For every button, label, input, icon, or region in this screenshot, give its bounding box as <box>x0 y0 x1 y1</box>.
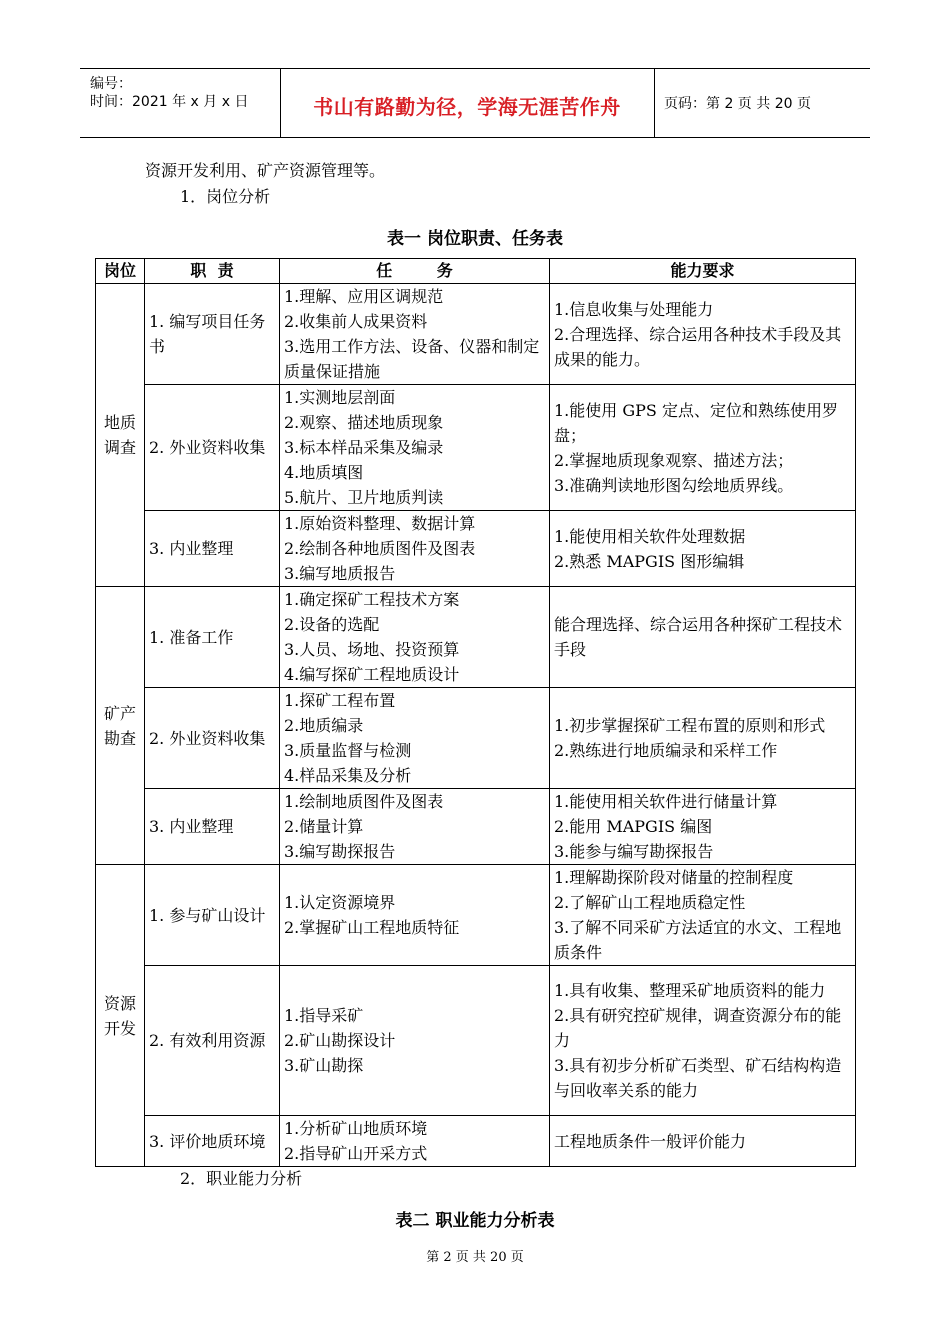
post-cell: 资源开发 <box>96 865 145 1167</box>
ability-item: 1.理解勘探阶段对储量的控制程度 <box>554 868 794 887</box>
task-item: 5.航片、卫片地质判读 <box>284 488 444 507</box>
abilities-cell <box>550 587 856 688</box>
task-item: 2.矿山勘探设计 <box>284 1031 396 1050</box>
duty-cell: 1. 参与矿山设计 <box>145 865 280 966</box>
abilities-cell <box>550 865 856 966</box>
tasks-cell <box>280 587 550 688</box>
ability-item: 1.能使用相关软件进行储量计算 <box>554 792 778 811</box>
section-heading-2: 2．职业能力分析 <box>180 1169 303 1188</box>
tasks-cell <box>280 966 550 1116</box>
task-item: 1.原始资料整理、数据计算 <box>284 514 476 533</box>
ability-item: 1.初步掌握探矿工程布置的原则和形式 <box>554 716 826 735</box>
task-item: 2.掌握矿山工程地质特征 <box>284 918 460 937</box>
ability-item: 1.能使用 GPS 定点、定位和熟练使用罗盘； <box>554 400 838 445</box>
table-row <box>96 789 856 865</box>
ability-item: 1.具有收集、整理采矿地质资料的能力 <box>554 981 826 1000</box>
page-footer: 第 2 页 共 20 页 <box>426 1250 524 1265</box>
duty-cell: 1. 编写项目任务书 <box>145 284 280 385</box>
duty-cell: 2. 有效利用资源 <box>145 966 280 1116</box>
task-item: 1.分析矿山地质环境 <box>284 1119 428 1138</box>
table-row <box>96 865 856 966</box>
number-label: 编号： <box>90 76 132 92</box>
table-row <box>96 284 856 385</box>
duty-cell: 3. 评价地质环境 <box>145 1116 280 1167</box>
table-row <box>96 587 856 688</box>
duty-cell: 1. 准备工作 <box>145 587 280 688</box>
task-item: 1.理解、应用区调规范 <box>284 287 444 306</box>
duty-cell: 2. 外业资料收集 <box>145 688 280 789</box>
table-row <box>96 385 856 511</box>
task-item: 1.认定资源境界 <box>284 893 396 912</box>
task-item: 2.收集前人成果资料 <box>284 312 428 331</box>
header-meta <box>90 75 248 111</box>
duty-cell: 3. 内业整理 <box>145 789 280 865</box>
header-abilities: 能力要求 <box>550 259 856 284</box>
ability-item: 1.信息收集与处理能力 <box>554 299 714 319</box>
tasks-cell <box>280 385 550 511</box>
intro-line: 资源开发利用、矿产资源管理等。 <box>145 161 386 180</box>
ability-item: 3.了解不同采矿方法适宜的水文、工程地质条件 <box>554 918 842 962</box>
task-item: 3.矿山勘探 <box>284 1056 364 1075</box>
task-item: 2.指导矿山开采方式 <box>284 1144 428 1163</box>
abilities-cell <box>550 688 856 789</box>
ability-item: 3.能参与编写勘探报告 <box>554 842 714 861</box>
task-item: 1.确定探矿工程技术方案 <box>284 590 460 609</box>
abilities-cell <box>550 789 856 865</box>
abilities-cell <box>550 385 856 511</box>
ability-item: 能合理选择、综合运用各种探矿工程技术手段 <box>554 615 843 659</box>
table-row <box>96 511 856 587</box>
duty-cell: 2. 外业资料收集 <box>145 385 280 511</box>
task-item: 3.质量监督与检测 <box>284 741 412 760</box>
time-label: 时间：2021 年 x 月 x 日 <box>90 94 249 110</box>
task-item: 1.绘制地质图件及图表 <box>284 792 444 811</box>
tasks-cell <box>280 284 550 385</box>
post-cell: 地质调查 <box>96 284 145 587</box>
task-item: 1.指导采矿 <box>284 1006 364 1025</box>
task-item: 3.选用工作方法、设备、仪器和制定质量保证措施 <box>284 337 540 381</box>
task-item: 4.编写探矿工程地质设计 <box>284 665 460 684</box>
table1-title: 表一 岗位职责、任务表 <box>387 229 563 249</box>
task-item: 4.地质填图 <box>284 463 364 482</box>
abilities-cell <box>550 966 856 1116</box>
task-item: 2.设备的选配 <box>284 615 380 634</box>
table-body <box>96 284 856 1167</box>
ability-item: 2.具有研究控矿规律，调查资源分布的能力 <box>554 1006 842 1050</box>
header-tasks: 任 务 <box>280 259 550 284</box>
task-item: 2.储量计算 <box>284 817 364 836</box>
header-page-info: 页码：第 2 页 共 20 页 <box>664 96 811 112</box>
tasks-cell <box>280 688 550 789</box>
task-item: 3.人员、场地、投资预算 <box>284 640 460 659</box>
task-item: 3.编写勘探报告 <box>284 842 396 861</box>
tasks-cell <box>280 865 550 966</box>
ability-item: 2.熟悉 MAPGIS 图形编辑 <box>554 551 745 571</box>
post-cell: 矿产勘查 <box>96 587 145 865</box>
tasks-cell <box>280 1116 550 1167</box>
duty-cell: 3. 内业整理 <box>145 511 280 587</box>
table-row <box>96 966 856 1116</box>
task-item: 2.观察、描述地质现象 <box>284 413 444 432</box>
task-item: 4.样品采集及分析 <box>284 766 412 785</box>
table-row <box>96 688 856 789</box>
page-header <box>80 68 870 138</box>
task-item: 1.探矿工程布置 <box>284 691 396 710</box>
ability-item: 工程地质条件一般评价能力 <box>554 1131 747 1151</box>
ability-item: 2.了解矿山工程地质稳定性 <box>554 893 746 912</box>
header-motto: 书山有路勤为径，学海无涯苦作舟 <box>313 95 621 119</box>
ability-item: 3.具有初步分析矿石类型、矿石结构构造与回收率关系的能力 <box>554 1056 842 1100</box>
ability-item: 2.熟练进行地质编录和采样工作 <box>554 741 778 760</box>
table-row <box>96 1116 856 1167</box>
table2-title: 表二 职业能力分析表 <box>395 1211 555 1231</box>
task-item: 1.实测地层剖面 <box>284 388 396 407</box>
ability-item: 2.合理选择、综合运用各种技术手段及其成果的能力。 <box>554 324 842 369</box>
ability-item: 2.能用 MAPGIS 编图 <box>554 817 713 836</box>
ability-item: 1.能使用相关软件处理数据 <box>554 526 746 546</box>
tasks-cell <box>280 789 550 865</box>
header-divider <box>654 69 655 137</box>
abilities-cell <box>550 511 856 587</box>
ability-item: 2.掌握地质现象观察、描述方法； <box>554 450 794 470</box>
task-item: 3.标本样品采集及编录 <box>284 438 444 457</box>
header-post: 岗位 <box>96 259 145 284</box>
duty-task-table <box>95 258 856 1167</box>
abilities-cell <box>550 284 856 385</box>
task-item: 2.绘制各种地质图件及图表 <box>284 539 476 558</box>
header-duty: 职 责 <box>145 259 280 284</box>
tasks-cell <box>280 511 550 587</box>
abilities-cell <box>550 1116 856 1167</box>
task-item: 2.地质编录 <box>284 716 364 735</box>
ability-item: 3.准确判读地形图勾绘地质界线。 <box>554 475 794 495</box>
section-heading-1: 1．岗位分析 <box>180 187 271 206</box>
task-item: 3.编写地质报告 <box>284 564 396 583</box>
table-header-row <box>96 259 856 284</box>
